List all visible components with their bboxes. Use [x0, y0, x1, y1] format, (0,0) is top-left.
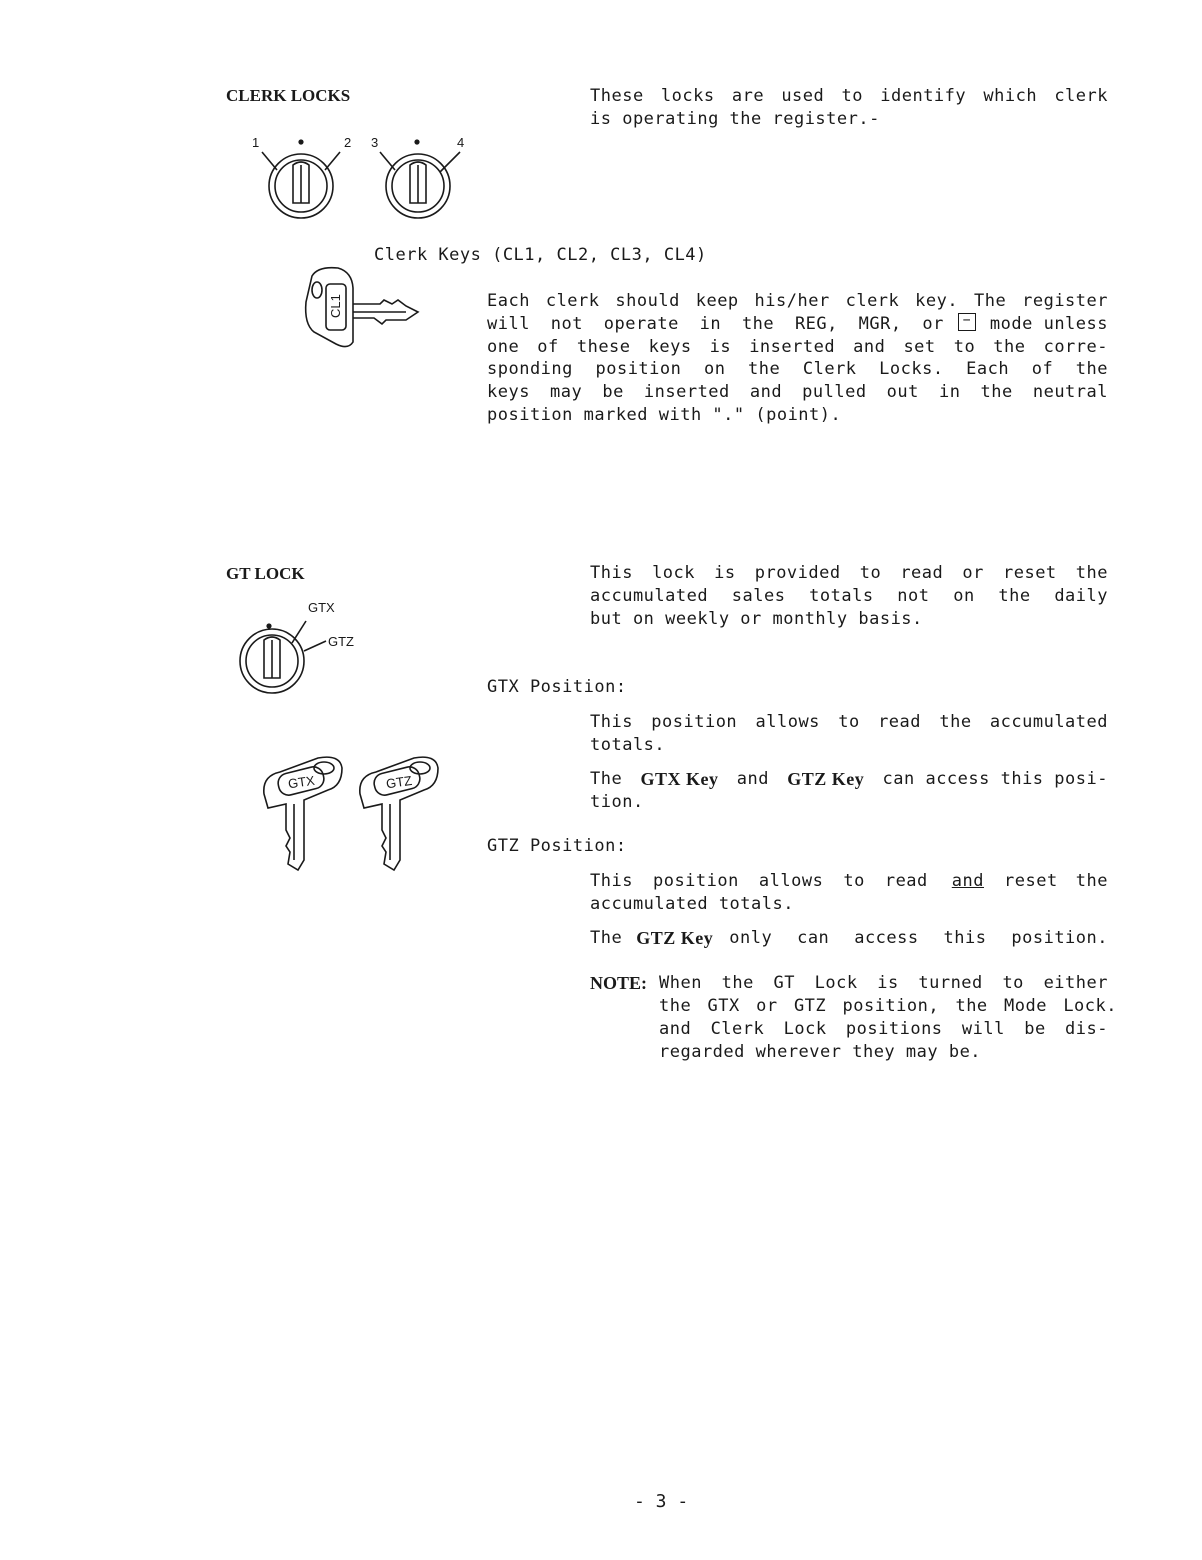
gtz-position-title: GTZ Position: — [487, 836, 627, 856]
clerk-keys-desc-line4: sponding position on the Clerk Locks. Each of the — [487, 359, 1108, 379]
gtx-p1-line1: This position allows to read the accumulated — [590, 712, 1108, 732]
clerk-keys-desc-line5: keys may be inserted and pulled out in the neutral — [487, 382, 1108, 402]
lock-label-3: 3 — [371, 135, 379, 150]
gtz-p1-text: This position allows to read — [590, 871, 928, 891]
clerk-locks-intro-line1: These locks are used to identify which clerk — [590, 86, 1108, 106]
gtz-p2-the: The — [590, 928, 623, 948]
note-line4: regarded wherever they may be. — [659, 1042, 982, 1062]
clerk-lock-1-2-icon — [252, 135, 351, 218]
lock-label-1: 1 — [252, 135, 260, 150]
note-line2: the GTX or GTZ position, the Mode Lock. — [659, 996, 1117, 1016]
gt-keys-diagram — [258, 752, 458, 874]
clerk-keys-desc-line1: Each clerk should keep his/her clerk key. The register — [487, 291, 1108, 311]
section-heading-clerk-locks: CLERK LOCKS — [226, 86, 351, 105]
clerk-locks-intro-line2: is operating the register.- — [590, 109, 880, 129]
gt-lock-label-gtz: GTZ — [328, 634, 354, 649]
clerk-key-icon — [298, 262, 428, 352]
gtx-key-label: GTX — [287, 772, 316, 792]
clerk-keys-desc-line3: one of these keys is inserted and set to the corre- — [487, 337, 1108, 357]
gtx-p2-line2: tion. — [590, 792, 644, 812]
gtx-position-title: GTX Position: — [487, 677, 627, 697]
mode-minus-key-icon: − — [958, 313, 976, 331]
clerk-keys-desc-line6: position marked with "." (point). — [487, 405, 842, 425]
gtx-key-icon — [264, 757, 342, 870]
clerk-locks-diagram — [240, 125, 480, 225]
note-line3: and Clerk Lock positions will be dis- — [659, 1019, 1108, 1039]
clerk-key-label: CL1 — [328, 294, 343, 318]
gtz-key-label: GTZ — [385, 772, 413, 792]
gtz-p1-line2: accumulated totals. — [590, 894, 794, 914]
gtz-key-icon — [360, 757, 438, 870]
clerk-keys-desc-line2-text: will not operate in the REG, MGR, or — [487, 314, 944, 334]
gt-lock-intro-line3: but on weekly or monthly basis. — [590, 609, 923, 629]
gtz-p2-rest: only can access this position. — [729, 928, 1108, 948]
lock-label-2: 2 — [344, 135, 352, 150]
gtx-key-term: GTX Key — [640, 769, 719, 789]
gt-lock-intro-line2: accumulated sales totals not on the daily — [590, 586, 1108, 606]
lock-label-4: 4 — [457, 135, 465, 150]
clerk-keys-desc-line2-end: mode unless — [989, 314, 1108, 334]
gtz-p1-line1 — [590, 870, 1108, 893]
gtz-key-term: GTZ Key — [787, 769, 865, 789]
gtz-p1-end: reset the — [1004, 871, 1108, 891]
note-line1: When the GT Lock is turned to either — [659, 973, 1108, 993]
clerk-keys-desc-line2 — [487, 313, 1108, 336]
clerk-lock-3-4-icon — [371, 135, 464, 218]
page-number: - 3 - — [634, 1491, 689, 1512]
gtx-p2-line1 — [590, 768, 1108, 791]
gtz-p2-line — [590, 927, 1108, 950]
note-label-text: NOTE: — [590, 973, 648, 993]
gt-lock-label-gtx: GTX — [308, 600, 335, 615]
gtx-p2-rest: can access this posi- — [882, 769, 1108, 789]
clerk-keys-caption: Clerk Keys (CL1, CL2, CL3, CL4) — [374, 245, 707, 265]
gtz-key-term-2: GTZ Key — [636, 928, 714, 948]
section-heading-gt-lock: GT LOCK — [226, 564, 305, 583]
gtx-p2-the: The — [590, 769, 623, 789]
note-label — [590, 972, 647, 996]
gtx-p1-line2: totals. — [590, 735, 666, 755]
gtx-p2-and: and — [736, 769, 769, 789]
gt-lock-intro-line1: This lock is provided to read or reset the — [590, 563, 1108, 583]
gt-lock-icon — [230, 595, 370, 705]
gtz-p1-and-underlined: and — [951, 871, 984, 891]
